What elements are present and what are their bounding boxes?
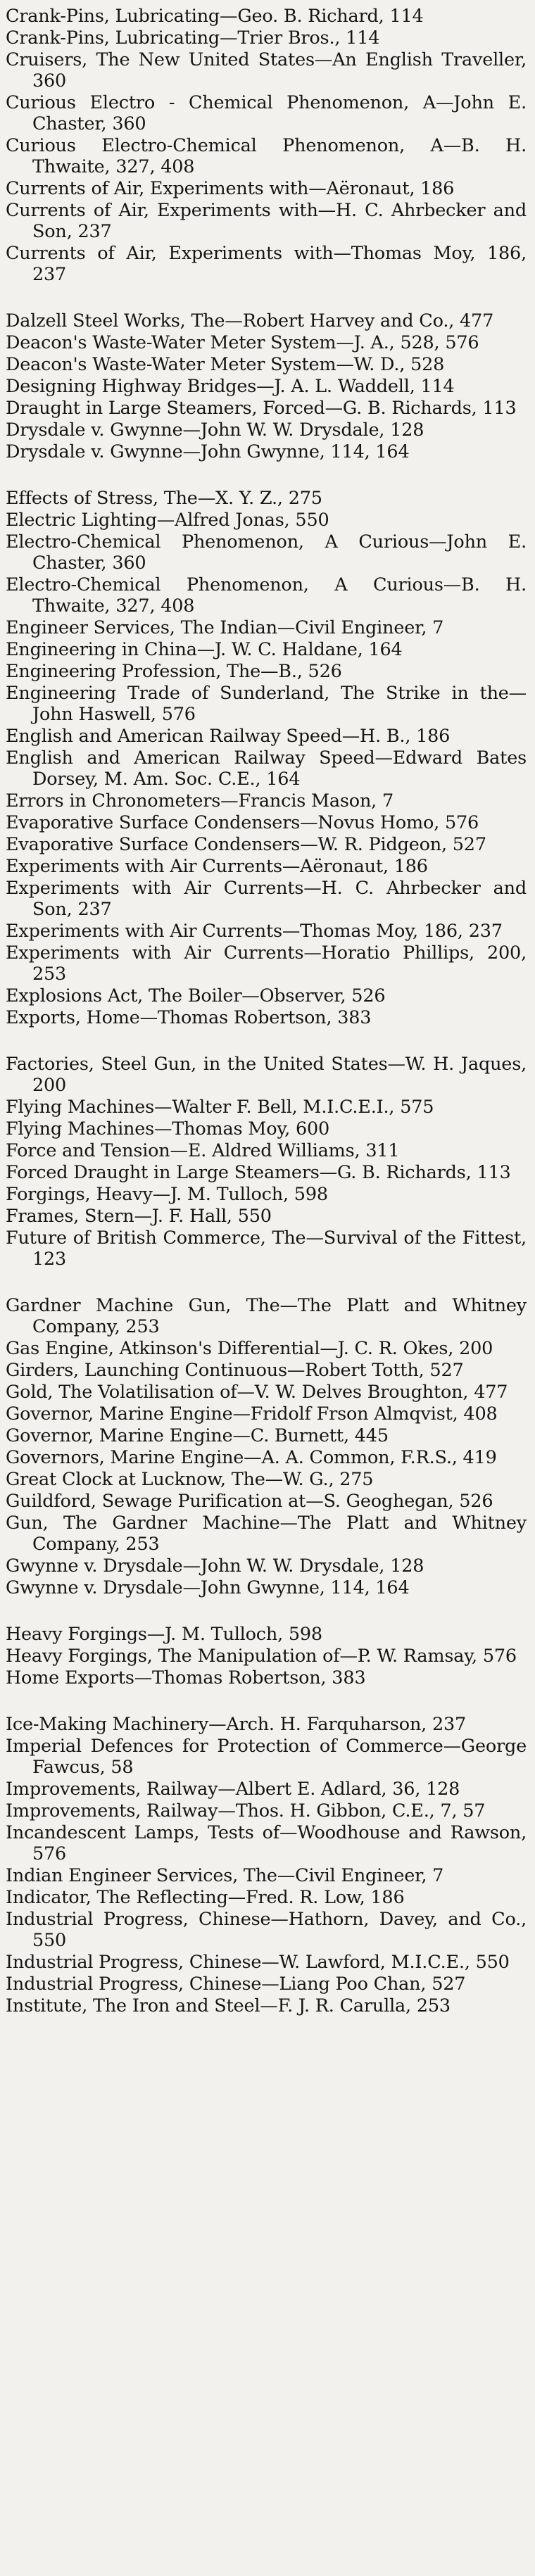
index-entry: Gardner Machine Gun, The—The Platt and Whitney Company, 253 [6, 1295, 527, 1337]
index-entry: Electric Lighting—Alfred Jonas, 550 [6, 510, 329, 531]
index-entry: Electro-Chemical Phenomenon, A Curious—John E. Chaster, 360 [6, 531, 527, 574]
index-entry: Crank-Pins, Lubricating—Trier Bros., 114 [6, 27, 380, 49]
index-entry: Industrial Progress, Chinese—Hathorn, Davey, and Co., 550 [6, 1909, 527, 1951]
index-section [6, 310, 527, 462]
index-entry: Governors, Marine Engine—A. A. Common, F.R.S., 419 [6, 1447, 497, 1468]
index-section [6, 488, 527, 1028]
index-entry: Dalzell Steel Works, The—Robert Harvey and Co., 477 [6, 310, 494, 332]
index-entry: Deacon's Waste-Water Meter System—J. A., 528, 576 [6, 332, 479, 353]
index-entry: Electro-Chemical Phenomenon, A Curious—B. H. Thwaite, 327, 408 [6, 574, 527, 617]
index-entry: Gwynne v. Drysdale—John W. W. Drysdale, 128 [6, 1555, 424, 1577]
index-entry: English and American Railway Speed—Edward Bates Dorsey, M. Am. Soc. C.E., 164 [6, 747, 527, 790]
index-entry: Institute, The Iron and Steel—F. J. R. Carulla, 253 [6, 1995, 451, 2016]
index-entry: Engineering Trade of Sunderland, The Strike in the—John Haswell, 576 [6, 683, 527, 725]
index-entry: Drysdale v. Gwynne—John Gwynne, 114, 164 [6, 441, 410, 462]
index-entry: Gwynne v. Drysdale—John Gwynne, 114, 164 [6, 1577, 410, 1598]
index-entry: Drysdale v. Gwynne—John W. W. Drysdale, 128 [6, 419, 424, 441]
index-entry: Experiments with Air Currents—Horatio Phillips, 200, 253 [6, 942, 527, 985]
index-entry: Draught in Large Steamers, Forced—G. B. Richards, 113 [6, 398, 517, 419]
index-entry: Indian Engineer Services, The—Civil Engineer, 7 [6, 1865, 444, 1886]
index-entry: Girders, Launching Continuous—Robert Totth, 527 [6, 1360, 464, 1381]
index-entry: Indicator, The Reflecting—Fred. R. Low, 186 [6, 1887, 405, 1908]
index-entry: Currents of Air, Experiments with—Aëronaut, 186 [6, 178, 455, 199]
index-entry: Governor, Marine Engine—C. Burnett, 445 [6, 1425, 389, 1446]
index-entry: Governor, Marine Engine—Fridolf Frson Almqvist, 408 [6, 1403, 498, 1425]
index-entry: Experiments with Air Currents—Aëronaut, 186 [6, 856, 428, 877]
index-section [6, 1624, 527, 1688]
index-entry: Gas Engine, Atkinson's Differential—J. C. R. Okes, 200 [6, 1338, 493, 1359]
index-entry: Explosions Act, The Boiler—Observer, 526 [6, 985, 386, 1006]
index-entry: Crank-Pins, Lubricating—Geo. B. Richard, 114 [6, 6, 424, 27]
index-entry: Engineering Profession, The—B., 526 [6, 661, 342, 682]
index-entry: Experiments with Air Currents—Thomas Moy, 186, 237 [6, 921, 503, 942]
index-entry: Forced Draught in Large Steamers—G. B. Richards, 113 [6, 1162, 511, 1183]
index-entry: Curious Electro-Chemical Phenomenon, A—B. H. Thwaite, 327, 408 [6, 135, 527, 177]
index-entry: Factories, Steel Gun, in the United States—W. H. Jaques, 200 [6, 1054, 527, 1096]
index-section [6, 1714, 527, 2016]
index-entry: Industrial Progress, Chinese—W. Lawford, M.I.C.E., 550 [6, 1952, 510, 1973]
index-entry: Frames, Stern—J. F. Hall, 550 [6, 1206, 272, 1227]
index-entry: Cruisers, The New United States—An English Traveller, 360 [6, 49, 527, 91]
index-entry: Flying Machines—Walter F. Bell, M.I.C.E.I., 575 [6, 1097, 434, 1118]
index-entry: Improvements, Railway—Albert E. Adlard, 36, 128 [6, 1779, 460, 1800]
index-entry: Force and Tension—E. Aldred Williams, 311 [6, 1140, 400, 1161]
index-entry: Home Exports—Thomas Robertson, 383 [6, 1667, 366, 1688]
index-entry: Future of British Commerce, The—Survival of the Fittest, 123 [6, 1227, 527, 1270]
index-entry: Curious Electro - Chemical Phenomenon, A—John E. Chaster, 360 [6, 92, 527, 134]
index-entry: Forgings, Heavy—J. M. Tulloch, 598 [6, 1184, 328, 1205]
index-entry: Errors in Chronometers—Francis Mason, 7 [6, 790, 394, 812]
index-section [6, 6, 527, 285]
index-entry: Engineering in China—J. W. C. Haldane, 164 [6, 639, 403, 660]
index-entry: Designing Highway Bridges—J. A. L. Waddell, 114 [6, 376, 455, 397]
index-entry: Heavy Forgings—J. M. Tulloch, 598 [6, 1624, 322, 1645]
index-entry: Exports, Home—Thomas Robertson, 383 [6, 1007, 372, 1028]
index-entry: Engineer Services, The Indian—Civil Engineer, 7 [6, 617, 444, 638]
index-section [6, 1054, 527, 1270]
index-entry: Great Clock at Lucknow, The—W. G., 275 [6, 1469, 374, 1490]
index-entry: Improvements, Railway—Thos. H. Gibbon, C.E., 7, 57 [6, 1800, 486, 1821]
index-entry: Gold, The Volatilisation of—V. W. Delves Broughton, 477 [6, 1382, 508, 1403]
index-entry: Gun, The Gardner Machine—The Platt and Whitney Company, 253 [6, 1513, 527, 1555]
index-entry: Effects of Stress, The—X. Y. Z., 275 [6, 488, 322, 509]
index-entry: Currents of Air, Experiments with—Thomas Moy, 186, 237 [6, 243, 527, 285]
index-entry: Flying Machines—Thomas Moy, 600 [6, 1118, 330, 1139]
index-entry: Evaporative Surface Condensers—W. R. Pidgeon, 527 [6, 834, 486, 855]
index-entry: Guildford, Sewage Purification at—S. Geoghegan, 526 [6, 1491, 493, 1512]
index-entry: Incandescent Lamps, Tests of—Woodhouse and Rawson, 576 [6, 1822, 527, 1864]
index-section [6, 1295, 527, 1598]
index-entry: English and American Railway Speed—H. B., 186 [6, 726, 451, 747]
index-entry: Industrial Progress, Chinese—Liang Poo Chan, 527 [6, 1974, 466, 1995]
index-entry: Imperial Defences for Protection of Commerce—George Fawcus, 58 [6, 1736, 527, 1778]
index-entry: Deacon's Waste-Water Meter System—W. D., 528 [6, 354, 445, 375]
index-entry: Ice-Making Machinery—Arch. H. Farquharson, 237 [6, 1714, 467, 1735]
index-entry: Heavy Forgings, The Manipulation of—P. W. Ramsay, 576 [6, 1646, 517, 1667]
index-entry: Experiments with Air Currents—H. C. Ahrbecker and Son, 237 [6, 878, 527, 920]
index-entry: Currents of Air, Experiments with—H. C. Ahrbecker and Son, 237 [6, 200, 527, 242]
index-entry: Evaporative Surface Condensers—Novus Homo, 576 [6, 812, 479, 833]
